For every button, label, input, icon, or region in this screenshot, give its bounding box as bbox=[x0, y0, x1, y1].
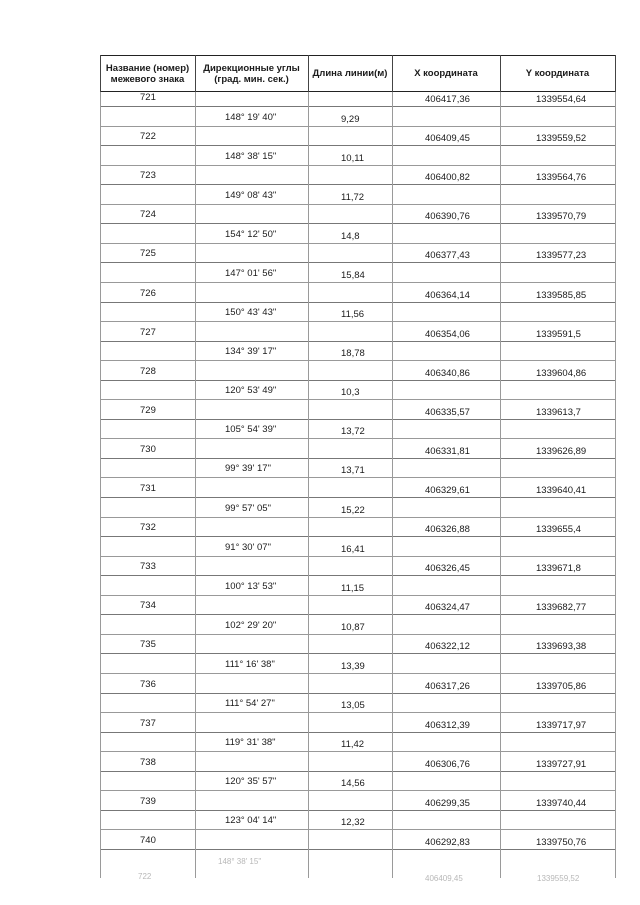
header-point-name: Название (номер) межевого знака bbox=[100, 55, 195, 92]
point-name: 722 bbox=[140, 131, 156, 143]
direction-angle: 148° 19' 40" bbox=[225, 111, 277, 123]
line-length: 13,71 bbox=[341, 465, 365, 477]
direction-angle: 111° 54' 27" bbox=[225, 698, 275, 710]
point-name: 738 bbox=[140, 756, 156, 768]
row-rule bbox=[100, 184, 615, 185]
y-coordinate: 1339613,7 bbox=[536, 406, 581, 418]
direction-angle: 111° 16' 38" bbox=[225, 658, 275, 670]
point-name: 734 bbox=[140, 600, 156, 612]
y-coordinate: 1339705,86 bbox=[536, 680, 587, 692]
row-rule bbox=[100, 126, 615, 127]
x-coordinate: 406400,82 bbox=[425, 172, 470, 184]
row-rule bbox=[100, 653, 615, 654]
x-coordinate: 406335,57 bbox=[425, 406, 470, 418]
x-coordinate: 406377,43 bbox=[425, 250, 470, 262]
x-coordinate: 406326,88 bbox=[425, 524, 470, 536]
row-rule bbox=[100, 614, 615, 615]
point-name: 728 bbox=[140, 365, 156, 377]
x-coordinate: 406324,47 bbox=[425, 602, 470, 614]
row-rule bbox=[100, 595, 615, 596]
line-length: 10,3 bbox=[341, 387, 360, 399]
column-rule bbox=[615, 55, 616, 92]
bleed-through-y: 1339559,52 bbox=[537, 874, 580, 883]
row-rule bbox=[100, 341, 615, 342]
bleed-through-x: 406409,45 bbox=[425, 874, 463, 883]
row-rule bbox=[100, 693, 615, 694]
point-name: 724 bbox=[140, 209, 156, 221]
row-rule bbox=[100, 829, 615, 830]
header-y-coordinate: Y координата bbox=[500, 55, 615, 92]
line-length: 13,39 bbox=[341, 660, 365, 672]
x-coordinate: 406322,12 bbox=[425, 641, 470, 653]
x-coordinate: 406326,45 bbox=[425, 563, 470, 575]
header-x-coordinate: X координата bbox=[392, 55, 500, 92]
line-length: 11,42 bbox=[341, 739, 365, 751]
x-coordinate: 406312,39 bbox=[425, 719, 470, 731]
x-coordinate: 406417,36 bbox=[425, 94, 470, 105]
row-rule bbox=[100, 282, 615, 283]
row-rule bbox=[100, 732, 615, 733]
row-rule bbox=[100, 712, 615, 713]
bleed-through-angle: 148° 38' 15" bbox=[218, 857, 262, 866]
column-rule bbox=[500, 92, 501, 878]
row-rule bbox=[100, 243, 615, 244]
y-coordinate: 1339750,76 bbox=[536, 836, 587, 848]
point-name: 732 bbox=[140, 522, 156, 534]
point-name: 733 bbox=[140, 561, 156, 573]
direction-angle: 100° 13' 53" bbox=[225, 580, 277, 592]
row-rule bbox=[100, 321, 615, 322]
column-rule bbox=[195, 92, 196, 878]
point-name: 726 bbox=[140, 287, 156, 299]
line-length: 11,15 bbox=[341, 582, 365, 594]
row-rule bbox=[100, 360, 615, 361]
x-coordinate: 406364,14 bbox=[425, 289, 470, 301]
row-rule bbox=[100, 556, 615, 557]
point-name: 735 bbox=[140, 639, 156, 651]
row-rule bbox=[100, 634, 615, 635]
line-length: 11,72 bbox=[341, 191, 365, 203]
row-rule bbox=[100, 399, 615, 400]
row-rule bbox=[100, 165, 615, 166]
y-coordinate: 1339585,85 bbox=[536, 289, 587, 301]
direction-angle: 119° 31' 38" bbox=[225, 737, 276, 749]
column-rule bbox=[392, 55, 393, 92]
header-direction-angle: Дирекционные углы (град. мин. сек.) bbox=[195, 55, 308, 92]
row-rule bbox=[100, 477, 615, 478]
x-coordinate: 406340,86 bbox=[425, 367, 470, 379]
direction-angle: 149° 08' 43" bbox=[225, 189, 277, 201]
line-length: 13,72 bbox=[341, 426, 365, 438]
row-rule bbox=[100, 517, 615, 518]
line-length: 10,87 bbox=[341, 621, 365, 633]
point-name: 736 bbox=[140, 678, 156, 690]
line-length: 9,29 bbox=[341, 113, 360, 125]
direction-angle: 120° 35' 57" bbox=[225, 776, 277, 788]
row-rule bbox=[100, 262, 615, 263]
row-rule bbox=[100, 302, 615, 303]
header-line-length: Длина линии(м) bbox=[308, 55, 392, 92]
column-rule bbox=[100, 55, 101, 92]
row-rule bbox=[100, 536, 615, 537]
y-coordinate: 1339655,4 bbox=[536, 524, 581, 536]
direction-angle: 150° 43' 43" bbox=[225, 307, 277, 319]
point-name: 723 bbox=[140, 170, 156, 182]
point-name: 737 bbox=[140, 717, 156, 729]
direction-angle: 91° 30' 07" bbox=[225, 541, 271, 553]
y-coordinate: 1339559,52 bbox=[536, 133, 587, 145]
row-rule bbox=[100, 575, 615, 576]
column-rule bbox=[308, 92, 309, 878]
line-length: 11,56 bbox=[341, 309, 365, 321]
x-coordinate: 406299,35 bbox=[425, 797, 470, 809]
x-coordinate: 406390,76 bbox=[425, 211, 470, 223]
point-name: 729 bbox=[140, 404, 156, 416]
line-length: 15,84 bbox=[341, 269, 365, 281]
y-coordinate: 1339717,97 bbox=[536, 719, 587, 731]
x-coordinate: 406306,76 bbox=[425, 758, 470, 770]
column-rule bbox=[615, 92, 616, 878]
line-length: 13,05 bbox=[341, 700, 365, 712]
y-coordinate: 1339740,44 bbox=[536, 797, 587, 809]
point-name: 721 bbox=[140, 92, 156, 103]
direction-angle: 99° 57' 05" bbox=[225, 502, 271, 514]
row-rule bbox=[100, 771, 615, 772]
direction-angle: 99° 39' 17" bbox=[225, 463, 271, 475]
line-length: 12,32 bbox=[341, 817, 365, 829]
y-coordinate: 1339591,5 bbox=[536, 328, 581, 340]
y-coordinate: 1339682,77 bbox=[536, 602, 587, 614]
column-rule bbox=[100, 92, 101, 878]
line-length: 10,11 bbox=[341, 152, 365, 164]
y-coordinate: 1339604,86 bbox=[536, 367, 587, 379]
x-coordinate: 406292,83 bbox=[425, 836, 470, 848]
column-rule bbox=[392, 92, 393, 878]
point-name: 725 bbox=[140, 248, 156, 260]
y-coordinate: 1339570,79 bbox=[536, 211, 587, 223]
line-length: 15,22 bbox=[341, 504, 365, 516]
row-rule bbox=[100, 673, 615, 674]
direction-angle: 154° 12' 50" bbox=[225, 228, 277, 240]
point-name: 731 bbox=[140, 483, 156, 494]
y-coordinate: 1339727,91 bbox=[536, 758, 587, 770]
row-rule bbox=[100, 458, 615, 459]
row-rule bbox=[100, 419, 615, 420]
row-rule bbox=[100, 751, 615, 752]
direction-angle: 147° 01' 56" bbox=[225, 267, 277, 279]
y-coordinate: 1339626,89 bbox=[536, 445, 587, 457]
x-coordinate: 406329,61 bbox=[425, 485, 470, 496]
line-length: 14,56 bbox=[341, 778, 365, 790]
y-coordinate: 1339693,38 bbox=[536, 641, 587, 653]
direction-angle: 123° 04' 14" bbox=[225, 815, 277, 827]
direction-angle: 134° 39' 17" bbox=[225, 346, 277, 358]
line-length: 18,78 bbox=[341, 348, 365, 360]
direction-angle: 120° 53' 49" bbox=[225, 385, 277, 397]
bleed-through-point-name: 722 bbox=[138, 872, 152, 881]
line-length: 14,8 bbox=[341, 230, 360, 242]
point-name: 740 bbox=[140, 834, 156, 846]
row-rule bbox=[100, 106, 615, 107]
x-coordinate: 406331,81 bbox=[425, 445, 470, 457]
row-rule bbox=[100, 380, 615, 381]
y-coordinate: 1339640,41 bbox=[536, 485, 587, 496]
y-coordinate: 1339577,23 bbox=[536, 250, 587, 262]
row-rule bbox=[100, 438, 615, 439]
point-name: 739 bbox=[140, 795, 156, 807]
row-rule bbox=[100, 790, 615, 791]
point-name: 730 bbox=[140, 443, 156, 455]
row-rule bbox=[100, 810, 615, 811]
x-coordinate: 406354,06 bbox=[425, 328, 470, 340]
row-rule bbox=[100, 497, 615, 498]
column-rule bbox=[195, 55, 196, 92]
column-rule bbox=[308, 55, 309, 92]
point-name: 727 bbox=[140, 326, 156, 338]
y-coordinate: 1339554,64 bbox=[536, 94, 587, 105]
row-rule bbox=[100, 223, 615, 224]
y-coordinate: 1339564,76 bbox=[536, 172, 587, 184]
row-rule bbox=[100, 145, 615, 146]
direction-angle: 102° 29' 20" bbox=[225, 619, 277, 631]
row-rule bbox=[100, 204, 615, 205]
direction-angle: 105° 54' 39" bbox=[225, 424, 277, 436]
x-coordinate: 406317,26 bbox=[425, 680, 470, 692]
x-coordinate: 406409,45 bbox=[425, 133, 470, 145]
row-rule bbox=[100, 849, 615, 850]
line-length: 16,41 bbox=[341, 543, 365, 555]
y-coordinate: 1339671,8 bbox=[536, 563, 581, 575]
column-rule bbox=[500, 55, 501, 92]
direction-angle: 148° 38' 15" bbox=[225, 150, 277, 162]
